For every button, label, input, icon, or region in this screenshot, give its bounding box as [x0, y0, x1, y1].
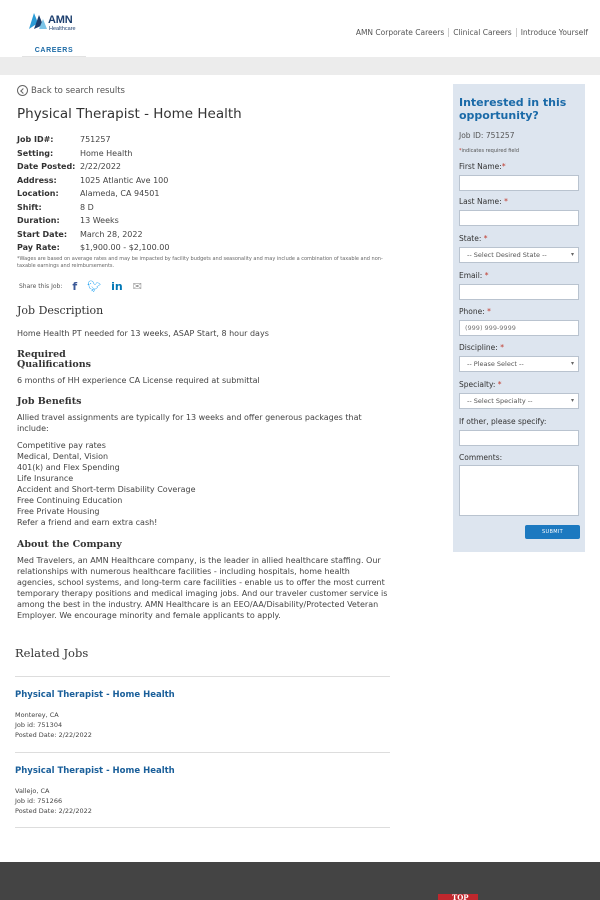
email-icon[interactable]: ✉ — [132, 280, 142, 293]
form-job-id: Job ID: 751257 — [459, 131, 515, 140]
email-label — [459, 271, 488, 280]
back-link-label: Back to search results — [31, 85, 125, 96]
job-title: Physical Therapist - Home Health — [17, 106, 242, 122]
detail-value: 2/22/2022 — [80, 162, 122, 171]
state-label — [459, 234, 488, 243]
required-star: * — [484, 271, 489, 280]
detail-row-setting — [17, 149, 169, 163]
amn-logo-icon — [29, 13, 47, 29]
divider — [15, 827, 390, 828]
qualifications-heading-line2: Qualifications — [17, 359, 91, 370]
list-item: Medical, Dental, Vision — [17, 452, 109, 461]
email-input[interactable] — [459, 284, 579, 300]
detail-value: 13 Weeks — [80, 216, 119, 225]
detail-value: Alameda, CA 94501 — [80, 189, 160, 198]
required-star: * — [487, 307, 491, 316]
label-text: State: — [459, 234, 482, 243]
twitter-icon[interactable]: 🐦︎ — [87, 280, 102, 293]
logo-careers: CAREERS — [34, 47, 74, 54]
detail-label: Pay Rate: — [17, 243, 60, 252]
label-text: Email: — [459, 271, 483, 280]
benefits-intro: Allied travel assignments are typically for 13 weeks and offer generous packages that include: — [17, 413, 362, 433]
job-description-heading: Job Description — [17, 304, 104, 317]
detail-value: 8 D — [80, 202, 94, 212]
phone-input[interactable] — [459, 320, 579, 336]
required-note-text: indicates required field — [461, 148, 519, 154]
label-text: Specialty: — [459, 380, 496, 389]
related-job-id: Job id: 751266 — [15, 797, 63, 805]
label-text: Phone: — [459, 307, 485, 316]
list-item: Refer a friend and earn extra cash! — [17, 518, 158, 527]
list-item: 401(k) and Flex Spending — [17, 463, 120, 472]
detail-row-duration — [17, 216, 169, 230]
detail-label: Setting: — [17, 148, 54, 158]
qualifications-heading-line1: Required — [17, 349, 66, 360]
required-note — [459, 148, 519, 154]
first-name-label — [459, 162, 506, 171]
divider — [15, 676, 390, 677]
required-star: * — [483, 234, 488, 243]
benefits-list — [17, 440, 196, 528]
other-specialty-label: If other, please specify: — [459, 417, 547, 426]
site-footer — [0, 862, 600, 900]
detail-label: Shift: — [17, 202, 42, 212]
detail-row-shift — [17, 203, 169, 217]
label-text: Last Name: — [459, 197, 502, 206]
list-item: Competitive pay rates — [17, 441, 106, 450]
detail-label: Job ID#: — [17, 135, 54, 144]
facebook-icon[interactable]: f — [72, 280, 78, 293]
related-job-location: Monterey, CA — [15, 711, 59, 719]
discipline-select[interactable]: -- Please Select -- ▾ — [459, 356, 579, 372]
related-job-id: Job id: 751304 — [15, 721, 63, 729]
related-job-posted: Posted Date: 2/22/2022 — [15, 731, 92, 739]
submit-button[interactable]: SUBMIT — [525, 525, 580, 539]
other-specialty-input[interactable] — [459, 430, 579, 446]
job-details — [17, 135, 169, 257]
about-company-heading: About the Company — [17, 539, 122, 550]
detail-row-location — [17, 189, 169, 203]
top-badge: TOP — [438, 894, 478, 900]
list-item: Free Private Housing — [17, 507, 100, 516]
required-star: * — [504, 197, 508, 206]
divider — [15, 752, 390, 753]
last-name-input[interactable] — [459, 210, 579, 226]
required-star: * — [459, 148, 462, 154]
related-job-item — [15, 690, 175, 740]
required-star: * — [497, 380, 502, 389]
list-item: Free Continuing Education — [17, 496, 123, 505]
linkedin-icon[interactable]: in — [111, 280, 123, 293]
state-select[interactable]: -- Select Desired State -- ▾ — [459, 247, 579, 263]
logo-subtext: Healthcare — [49, 26, 76, 32]
detail-value: $1,900.00 - $2,100.00 — [80, 243, 170, 252]
detail-row-job-id — [17, 135, 169, 149]
specialty-label — [459, 380, 502, 389]
detail-value: Home Health — [80, 148, 133, 158]
amn-logo[interactable] — [22, 9, 86, 57]
list-item: Life Insurance — [17, 474, 74, 483]
back-arrow-icon — [17, 85, 28, 96]
top-nav — [352, 28, 588, 37]
phone-label — [459, 307, 491, 316]
apply-form — [453, 84, 585, 552]
label-text: First Name: — [459, 162, 502, 171]
detail-row-date-posted — [17, 162, 169, 176]
related-jobs-heading: Related Jobs — [15, 646, 89, 660]
site-header — [0, 0, 600, 57]
wage-disclaimer: *Wages are based on average rates and may be impacted by facility budgets and seasonality and may include a combination of taxable and non-taxable earnings and reimbursements. — [17, 256, 383, 269]
last-name-label — [459, 197, 508, 206]
required-qualifications-heading — [17, 350, 91, 370]
discipline-label — [459, 343, 504, 352]
qualifications-text: 6 months of HH experience CA License required at submittal — [17, 376, 260, 385]
first-name-input[interactable] — [459, 175, 579, 191]
list-item: Accident and Short-term Disability Coverage — [17, 485, 196, 494]
detail-value: March 28, 2022 — [80, 229, 143, 239]
nav-clinical-careers[interactable]: Clinical Careers — [449, 28, 516, 37]
detail-label: Start Date: — [17, 229, 68, 239]
job-description-text: Home Health PT needed for 13 weeks, ASAP Start, 8 hour days — [17, 329, 269, 338]
detail-row-pay-rate — [17, 243, 169, 257]
required-star: * — [501, 162, 506, 171]
job-benefits-heading: Job Benefits — [17, 396, 82, 407]
header-band — [0, 57, 600, 75]
label-text: Discipline: — [459, 343, 498, 352]
share-label: Share this Job: — [19, 283, 63, 290]
specialty-select[interactable]: -- Select Specialty -- ▾ — [459, 393, 579, 409]
nav-introduce-yourself[interactable]: Introduce Yourself — [520, 28, 588, 37]
detail-row-start-date — [17, 230, 169, 244]
comments-textarea[interactable] — [459, 465, 579, 516]
related-job-posted: Posted Date: 2/22/2022 — [15, 807, 92, 815]
detail-label: Duration: — [17, 216, 60, 225]
share-bar — [19, 280, 142, 293]
comments-label: Comments: — [459, 453, 503, 462]
detail-label: Location: — [17, 189, 59, 198]
about-company-text: Med Travelers, an AMN Healthcare company, is the leader in allied healthcare staffing. Our relationships with numerous healthcare facilities - including hospitals, home health agencies, school systems, and long-term care facilities - enable us to offer the most current temporary therapy positions and medical imaging jobs. And our traveler customer service is among the best in the industry. AMN Healthcare is an EEO/AA/Disability/Protected Veteran Employer. We encourage minority and female applicants to apply. — [17, 556, 388, 620]
nav-corporate-careers[interactable]: AMN Corporate Careers — [352, 28, 449, 37]
back-to-search-link[interactable] — [17, 85, 125, 96]
detail-value: 751257 — [80, 135, 111, 144]
required-star: * — [500, 343, 504, 352]
related-job-link[interactable]: Physical Therapist - Home Health — [15, 690, 175, 700]
detail-label: Address: — [17, 175, 57, 185]
logo-text: AMN — [48, 14, 73, 26]
related-job-location: Vallejo, CA — [15, 787, 50, 795]
related-job-link[interactable]: Physical Therapist - Home Health — [15, 766, 175, 776]
form-title: Interested in this opportunity? — [459, 96, 567, 122]
detail-value: 1025 Atlantic Ave 100 — [80, 175, 169, 185]
related-job-item — [15, 766, 175, 816]
detail-row-address — [17, 176, 169, 190]
detail-label: Date Posted: — [17, 162, 76, 171]
